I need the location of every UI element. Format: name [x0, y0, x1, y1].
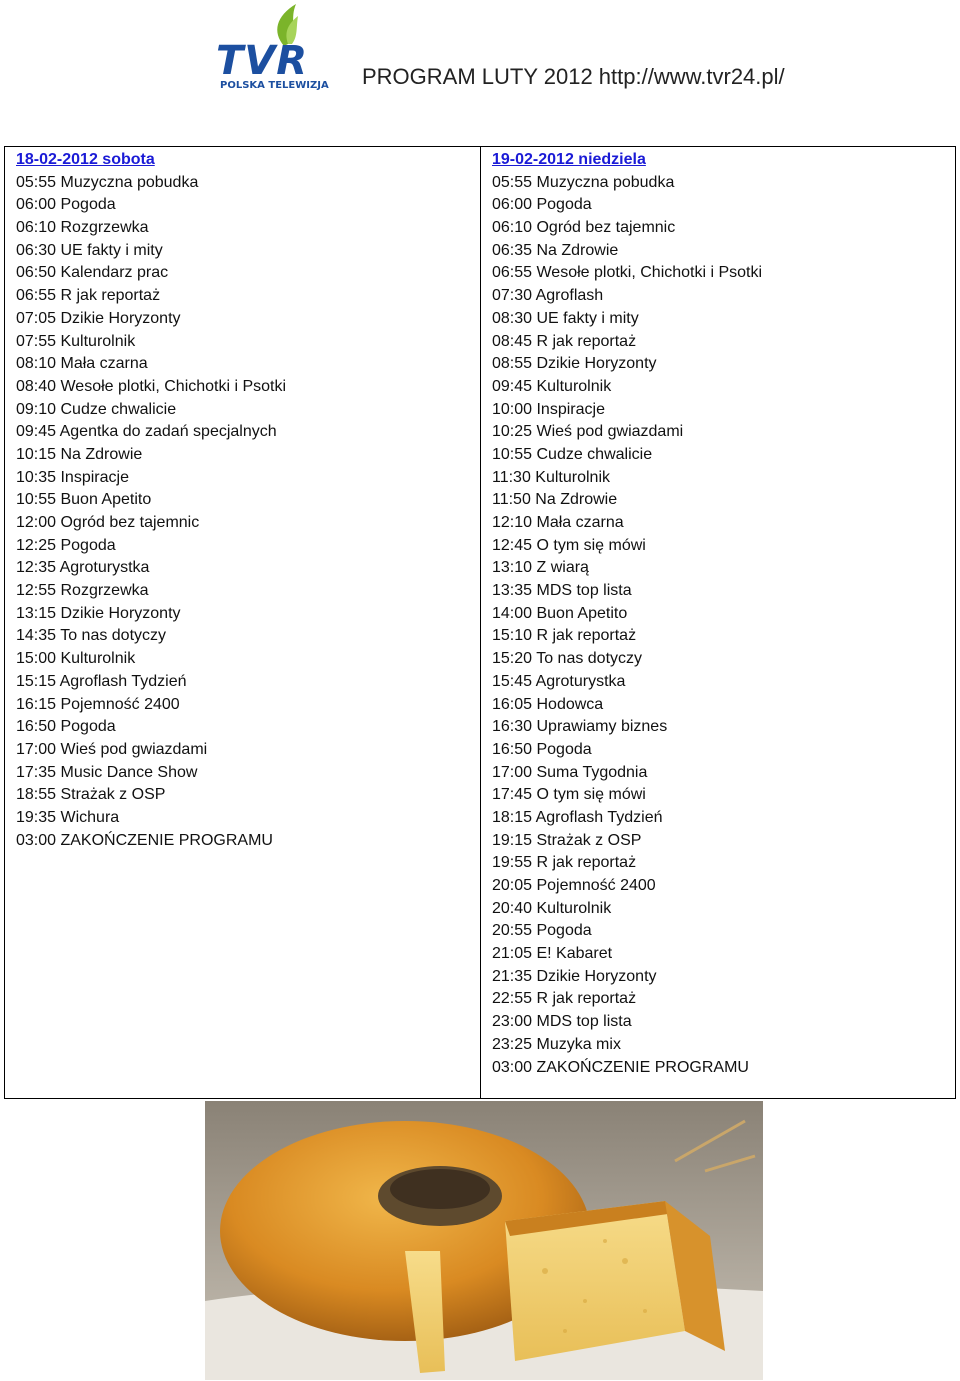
program-entry: 07:55 Kulturolnik: [16, 332, 136, 350]
program-entry: 12:10 Mała czarna: [492, 514, 624, 531]
program-entry: 12:45 O tym się mówi: [492, 536, 646, 554]
schedule-table: [4, 146, 956, 1099]
cake-photo: [205, 1101, 763, 1380]
program-entry: 06:50 Kalendarz prac: [16, 264, 169, 282]
program-entry: 16:30 Uprawiamy biznes: [492, 718, 668, 736]
program-entry: 16:05 Hodowca: [492, 695, 604, 713]
program-entry: 06:30 UE fakty i mity: [16, 241, 163, 259]
program-entry: 06:35 Na Zdrowie: [492, 241, 619, 259]
program-entry: 19:15 Strażak z OSP: [492, 831, 642, 849]
program-entry: 17:00 Suma Tygodnia: [492, 763, 648, 781]
program-entry: 09:10 Cudze chwalicie: [16, 400, 177, 418]
program-entry: 06:55 Wesołe plotki, Chichotki i Psotki: [492, 264, 763, 282]
program-entry: 08:30 UE fakty i mity: [492, 309, 639, 327]
program-entry: 15:45 Agroturystka: [492, 672, 626, 690]
program-entry: 13:15 Dzikie Horyzonty: [16, 604, 181, 622]
program-entry: 14:00 Buon Apetito: [492, 604, 628, 622]
logo-text: TVR: [216, 38, 309, 84]
program-entry: 15:20 To nas dotyczy: [492, 650, 643, 668]
program-entry: 06:00 Pogoda: [16, 196, 116, 214]
program-entry: 15:10 R jak reportaż: [492, 627, 637, 645]
program-entry: 10:55 Cudze chwalicie: [492, 445, 653, 463]
program-entry: 10:00 Inspiracje: [492, 400, 605, 418]
program-entry: 03:00 ZAKOŃCZENIE PROGRAMU: [16, 831, 273, 849]
program-entry: 17:00 Wieś pod gwiazdami: [16, 740, 208, 758]
program-entry: 17:45 O tym się mówi: [492, 786, 646, 804]
program-entry: 08:55 Dzikie Horyzonty: [492, 355, 657, 373]
program-entry: 22:55 R jak reportaż: [492, 990, 637, 1008]
schedule-column-sunday: [481, 147, 955, 1098]
program-entry: 09:45 Kulturolnik: [492, 377, 612, 395]
program-entry: 12:00 Ogród bez tajemnic: [16, 514, 200, 531]
program-entry: 03:00 ZAKOŃCZENIE PROGRAMU: [492, 1058, 749, 1076]
program-entry: 16:50 Pogoda: [16, 718, 116, 736]
program-entry: 21:05 E! Kabaret: [492, 945, 613, 963]
program-entry: 16:15 Pojemność 2400: [16, 695, 180, 713]
day-header-saturday: 18-02-2012 sobota: [16, 151, 155, 168]
program-entry: 20:05 Pojemność 2400: [492, 877, 656, 894]
program-entry: 12:35 Agroturystka: [16, 559, 150, 577]
program-entry: 11:50 Na Zdrowie: [492, 491, 618, 509]
program-entry: 12:25 Pogoda: [16, 536, 116, 554]
program-entry: 23:25 Muzyka mix: [492, 1035, 621, 1053]
program-entry: 12:55 Rozgrzewka: [16, 582, 149, 600]
program-entry: 17:35 Music Dance Show: [16, 763, 198, 781]
program-entry: 08:45 R jak reportaż: [492, 332, 637, 350]
program-entry: 19:55 R jak reportaż: [492, 854, 637, 872]
program-entry: 14:35 To nas dotyczy: [16, 627, 167, 645]
program-entry: 05:55 Muzyczna pobudka: [492, 173, 675, 191]
program-entry: 11:30 Kulturolnik: [492, 468, 610, 486]
program-entry: 07:30 Agroflash: [492, 287, 604, 305]
program-entry: 06:10 Rozgrzewka: [16, 219, 149, 237]
program-entry: 06:10 Ogród bez tajemnic: [492, 219, 676, 237]
program-entry: 10:15 Na Zdrowie: [16, 445, 143, 463]
program-entry: 06:00 Pogoda: [492, 196, 592, 214]
program-entry: 08:40 Wesołe plotki, Chichotki i Psotki: [16, 377, 287, 395]
program-entry: 15:15 Agroflash Tydzień: [16, 672, 187, 690]
program-entry: 19:35 Wichura: [16, 808, 120, 826]
program-list-sunday: [492, 172, 955, 1080]
program-entry: 08:10 Mała czarna: [16, 355, 148, 373]
program-entry: 10:55 Buon Apetito: [16, 491, 152, 509]
page-title: PROGRAM LUTY 2012 http://www.tvr24.pl/: [362, 64, 785, 89]
program-entry: 13:10 Z wiarą: [492, 559, 589, 577]
tvr-logo: [214, 2, 340, 92]
program-entry: 23:00 MDS top lista: [492, 1013, 632, 1031]
program-entry: 05:55 Muzyczna pobudka: [16, 173, 199, 191]
program-entry: 18:55 Strażak z OSP: [16, 786, 166, 804]
program-entry: 13:35 MDS top lista: [492, 582, 632, 600]
program-entry: 06:55 R jak reportaż: [16, 287, 161, 305]
program-entry: 10:25 Wieś pod gwiazdami: [492, 423, 684, 441]
program-entry: 10:35 Inspiracje: [16, 468, 129, 486]
program-entry: 16:50 Pogoda: [492, 740, 592, 758]
day-header-sunday: 19-02-2012 niedziela: [492, 151, 646, 168]
program-entry: 18:15 Agroflash Tydzień: [492, 808, 663, 826]
program-list-saturday: [16, 172, 480, 853]
program-entry: 15:00 Kulturolnik: [16, 650, 136, 668]
program-entry: 20:55 Pogoda: [492, 922, 592, 940]
program-entry: 20:40 Kulturolnik: [492, 899, 612, 917]
schedule-column-saturday: [5, 147, 481, 1098]
logo-subtext: POLSKA TELEWIZJA: [220, 80, 329, 91]
program-entry: 21:35 Dzikie Horyzonty: [492, 967, 657, 985]
program-entry: 07:05 Dzikie Horyzonty: [16, 309, 181, 327]
program-entry: 09:45 Agentka do zadań specjalnych: [16, 423, 277, 441]
